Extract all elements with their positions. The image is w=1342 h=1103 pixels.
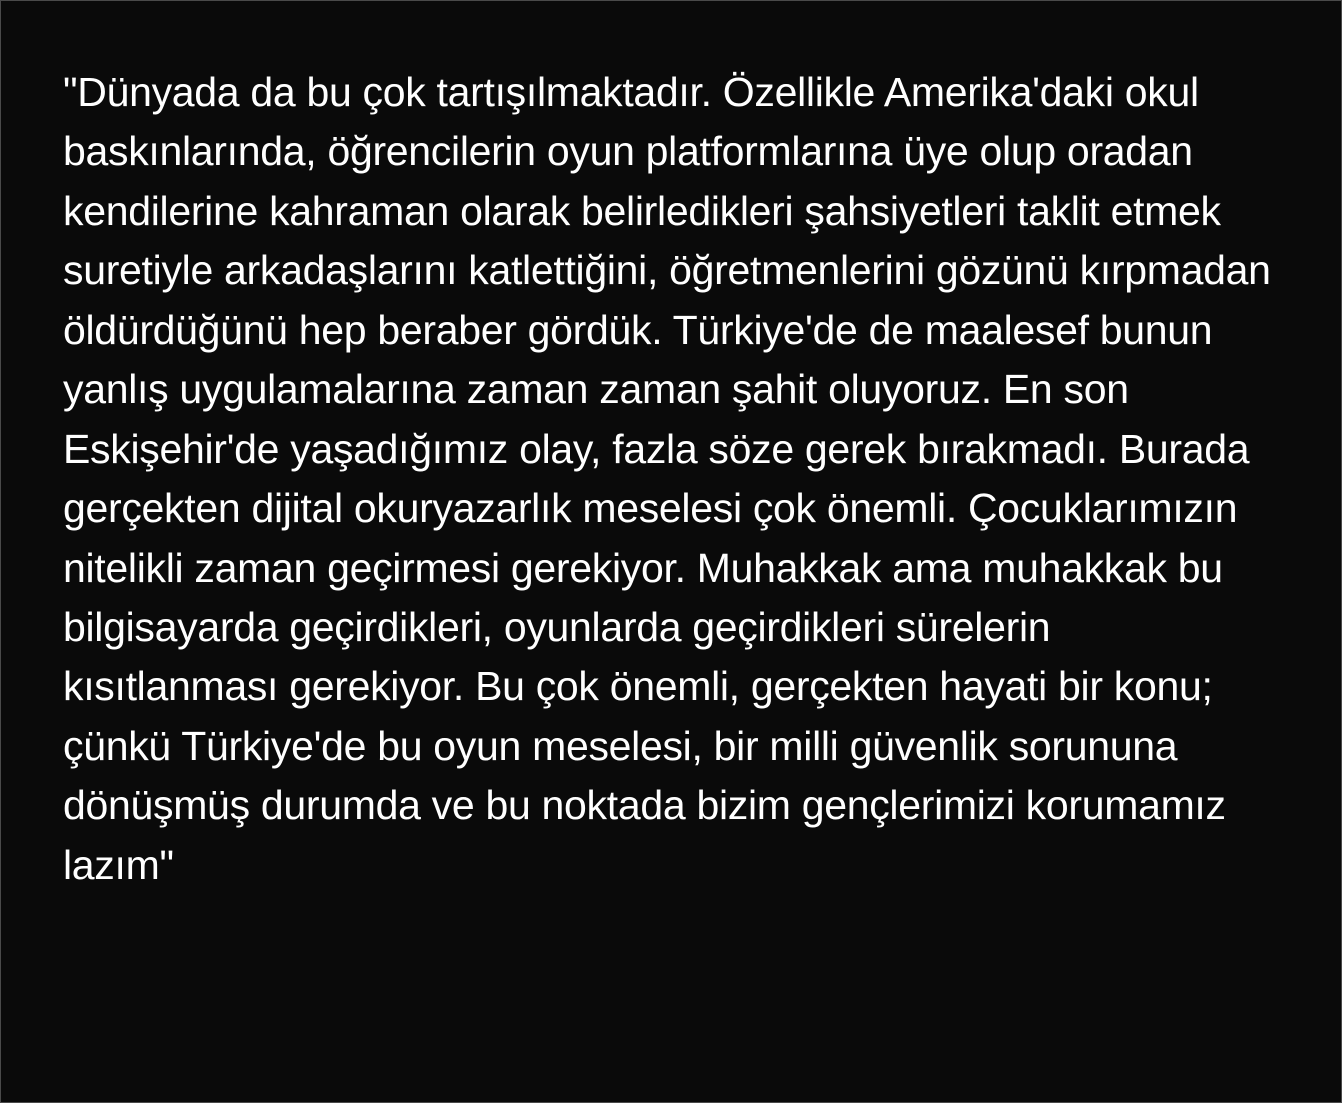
quote-text: "Dünyada da bu çok tartışılmaktadır. Özellikle Amerika'daki okul baskınlarında, öğrencilerin oyun platformlarına üye olup oradan kendilerine kahraman olarak belirledikleri şahsiyetleri taklit etmek suretiyle arkadaşlarını katlettiğini, öğretmenlerini gözünü kırpmadan öldürdüğünü hep beraber gördük. Türkiye'de de maalesef bunun yanlış uygulamalarına zaman zaman şahit oluyoruz. En son Eskişehir'de yaşadığımız olay, fazla söze gerek bırakmadı. Burada gerçekten dijital okuryazarlık meselesi çok önemli. Çocuklarımızın nitelikli zaman geçirmesi gerekiyor. Muhakkak ama muhakkak bu bilgisayarda geçirdikleri, oyunlarda geçirdikleri sürelerin kısıtlanması gerekiyor. Bu çok önemli, gerçekten hayati bir konu; çünkü Türkiye'de bu oyun meselesi, bir milli güvenlik sorununa dönüşmüş durumda ve bu noktada bizim gençlerimizi korumamız lazım" <box>63 69 1282 888</box>
